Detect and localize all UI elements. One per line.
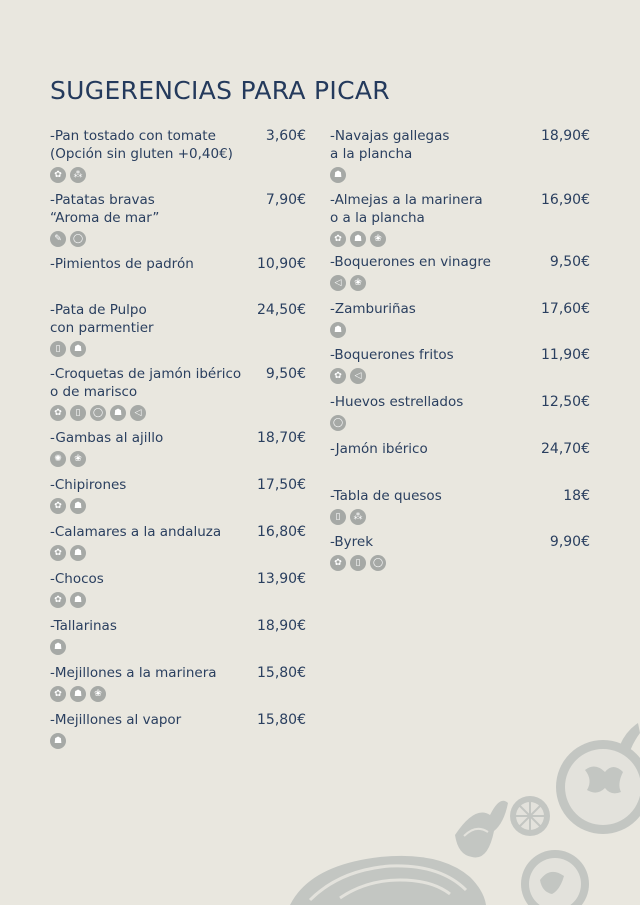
gluten-icon: ✿ <box>330 368 346 384</box>
mollusc-icon: ☗ <box>350 231 366 247</box>
gluten-icon: ✿ <box>50 686 66 702</box>
menu-item-price: 7,90€ <box>265 192 306 208</box>
menu-item-price: 18€ <box>563 488 590 504</box>
allergen-icons <box>330 322 590 338</box>
allergen-icons <box>330 167 590 183</box>
menu-item-price: 11,90€ <box>541 347 590 363</box>
milk-icon: ▯ <box>50 341 66 357</box>
menu-item-name: -Chipirones <box>50 477 127 493</box>
menu-item <box>50 301 306 357</box>
sulphite-icon: ❀ <box>90 686 106 702</box>
allergen-icons <box>330 231 590 247</box>
menu-item-price: 17,60€ <box>541 301 590 317</box>
allergen-icons <box>50 592 306 608</box>
allergen-icons <box>50 231 306 247</box>
gluten-icon: ✿ <box>330 231 346 247</box>
menu-item <box>330 346 590 384</box>
mollusc-icon: ☗ <box>110 405 126 421</box>
allergen-icons <box>50 167 306 183</box>
menu-item-name: -Boquerones fritos <box>330 347 454 363</box>
menu-item <box>330 127 590 183</box>
mollusc-icon: ☗ <box>70 592 86 608</box>
menu-item <box>330 300 590 338</box>
allergen-icons <box>50 498 306 514</box>
menu-item <box>50 127 306 183</box>
menu-item-price: 18,90€ <box>541 128 590 144</box>
menu-item-name: -Mejillones a la marinera <box>50 665 217 681</box>
menu-item-price: 9,90€ <box>549 534 590 550</box>
allergen-icons <box>50 686 306 702</box>
sulphite-icon: ❀ <box>350 275 366 291</box>
menu-item <box>330 393 590 431</box>
menu-item-price: 15,80€ <box>257 665 306 681</box>
allergen-icons <box>50 405 306 421</box>
menu-item-name: -Zamburiñas <box>330 301 416 317</box>
menu-item <box>330 440 590 458</box>
sesame-icon: ⁂ <box>70 167 86 183</box>
menu-item-price: 15,80€ <box>257 712 306 728</box>
menu-item-price: 12,50€ <box>541 394 590 410</box>
fish-icon: ◁ <box>330 275 346 291</box>
menu-item-price: 9,50€ <box>265 366 306 382</box>
menu-item <box>50 365 306 421</box>
menu-item-name: -Gambas al ajillo <box>50 430 164 446</box>
menu-item-name: -Navajas gallegas a la plancha <box>330 128 450 162</box>
menu-item-name: -Byrek <box>330 534 374 550</box>
menu-item-name: -Jamón ibérico <box>330 441 428 457</box>
allergen-icons <box>50 451 306 467</box>
menu-item <box>50 570 306 608</box>
menu-item-name: -Calamares a la andaluza <box>50 524 222 540</box>
gluten-icon: ✿ <box>50 592 66 608</box>
menu-item-name: -Tallarinas <box>50 618 117 634</box>
allergen-icons <box>330 555 590 571</box>
menu-item-name: -Tabla de quesos <box>330 488 442 504</box>
gluten-icon: ✿ <box>50 498 66 514</box>
mollusc-icon: ☗ <box>70 341 86 357</box>
menu-item <box>50 255 306 273</box>
mollusc-icon: ☗ <box>70 498 86 514</box>
menu-item-name: -Pata de Pulpo con parmentier <box>50 302 154 336</box>
allergen-icons <box>330 275 590 291</box>
menu-item-price: 24,70€ <box>541 441 590 457</box>
milk-icon: ▯ <box>330 509 346 525</box>
menu-item <box>50 664 306 702</box>
egg-icon: ◯ <box>70 231 86 247</box>
egg-icon: ◯ <box>330 415 346 431</box>
menu-item-price: 17,50€ <box>257 477 306 493</box>
egg-icon: ◯ <box>90 405 106 421</box>
menu-item <box>330 253 590 291</box>
gluten-icon: ✿ <box>50 545 66 561</box>
menu-item <box>50 429 306 467</box>
menu-item <box>330 191 590 247</box>
fish-icon: ◁ <box>130 405 146 421</box>
menu-item <box>330 533 590 571</box>
mollusc-icon: ☗ <box>330 322 346 338</box>
allergen-icons <box>50 545 306 561</box>
gluten-icon: ✿ <box>50 167 66 183</box>
menu-item-price: 10,90€ <box>257 256 306 272</box>
menu-item-price: 16,90€ <box>541 192 590 208</box>
allergen-icons <box>50 341 306 357</box>
menu-item-name: -Almejas a la marinera o a la plancha <box>330 192 483 226</box>
sulphite-icon: ❀ <box>70 451 86 467</box>
mollusc-icon: ☗ <box>330 167 346 183</box>
egg-icon: ◯ <box>370 555 386 571</box>
menu-item-name: -Huevos estrellados <box>330 394 464 410</box>
menu-item-price: 9,50€ <box>549 254 590 270</box>
allergen-icons <box>50 733 306 749</box>
menu-item <box>50 191 306 247</box>
menu-item <box>50 523 306 561</box>
allergen-icons <box>330 509 590 525</box>
menu-item-price: 13,90€ <box>257 571 306 587</box>
menu-item-price: 18,90€ <box>257 618 306 634</box>
menu-item <box>50 476 306 514</box>
fish-icon: ◁ <box>350 368 366 384</box>
menu-item-price: 18,70€ <box>257 430 306 446</box>
mollusc-icon: ☗ <box>70 545 86 561</box>
allergen-icons <box>330 368 590 384</box>
crustacean-icon: ✺ <box>50 451 66 467</box>
menu-item-name: -Chocos <box>50 571 104 587</box>
menu-item-name: -Boquerones en vinagre <box>330 254 491 270</box>
allergen-icons <box>50 639 306 655</box>
menu-item <box>50 617 306 655</box>
mollusc-icon: ☗ <box>50 733 66 749</box>
menu-item-name: -Pan tostado con tomate (Opción sin gluten +0,40€) <box>50 128 233 162</box>
menu-item-price: 24,50€ <box>257 302 306 318</box>
menu-item-price: 3,60€ <box>265 128 306 144</box>
sesame-icon: ⁂ <box>350 509 366 525</box>
mollusc-icon: ☗ <box>50 639 66 655</box>
menu-item <box>330 487 590 525</box>
menu-item <box>50 711 306 749</box>
menu-item-name: -Mejillones al vapor <box>50 712 182 728</box>
menu-item-name: -Pimientos de padrón <box>50 256 194 272</box>
milk-icon: ▯ <box>350 555 366 571</box>
sulphite-icon: ❀ <box>370 231 386 247</box>
page-title: SUGERENCIAS PARA PICAR <box>50 76 390 105</box>
gluten-icon: ✿ <box>330 555 346 571</box>
allergen-icons <box>330 415 590 431</box>
menu-item-price: 16,80€ <box>257 524 306 540</box>
gluten-icon: ✿ <box>50 405 66 421</box>
mollusc-icon: ☗ <box>70 686 86 702</box>
celery-icon: ✎ <box>50 231 66 247</box>
menu-item-name: -Croquetas de jamón ibérico o de marisco <box>50 366 242 400</box>
menu-item-name: -Patatas bravas “Aroma de mar” <box>50 192 160 226</box>
milk-icon: ▯ <box>70 405 86 421</box>
